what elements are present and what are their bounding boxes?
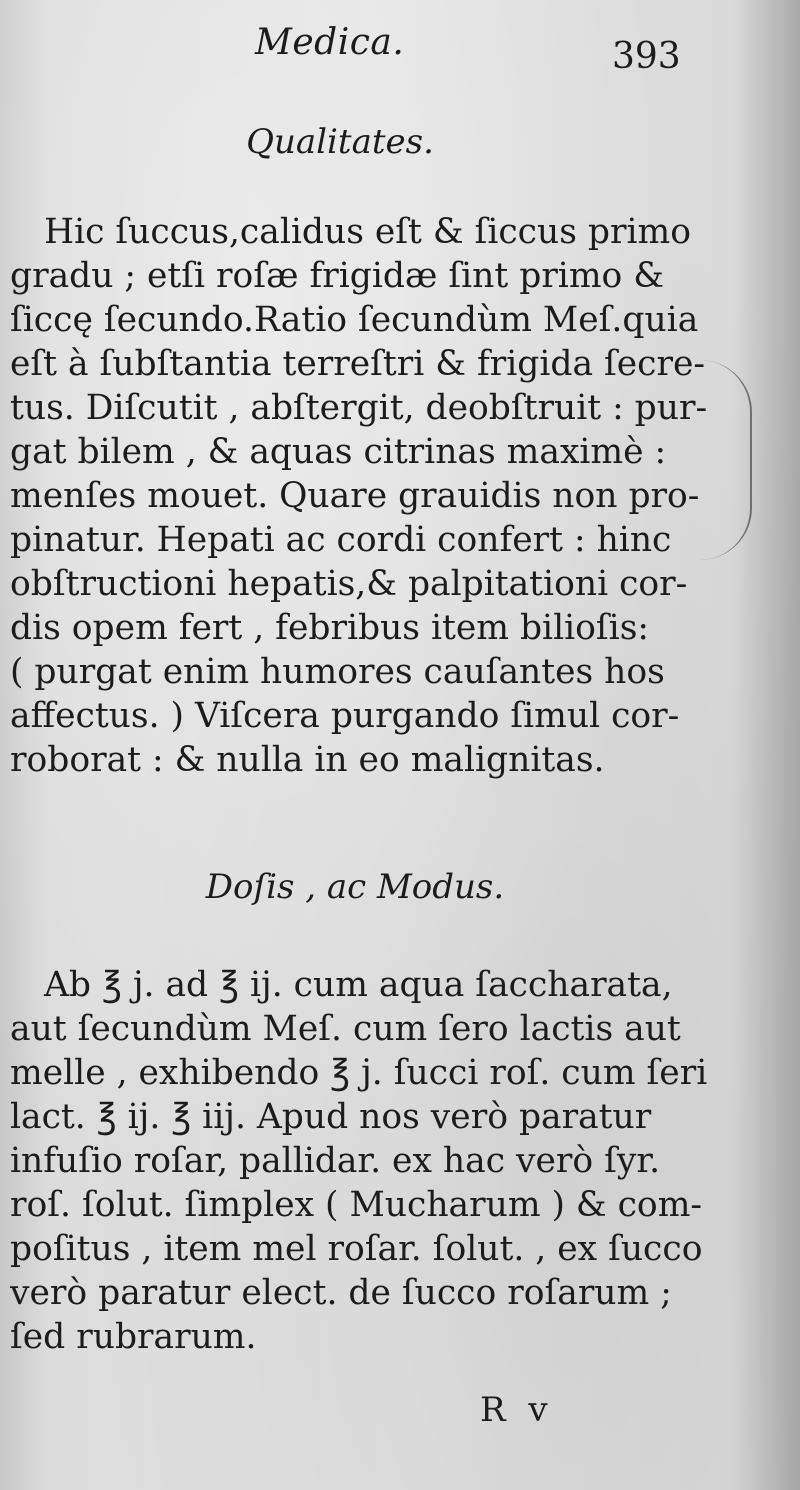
text-line: infuſio roſar, pallidar. ex hac verò ſyr. — [10, 1141, 661, 1181]
text-line: affectus. ) Viſcera purgando ſimul cor- — [10, 696, 680, 736]
text-line: roborat : & nulla in eo malignitas. — [10, 740, 605, 780]
text-line: ſiccę ſecundo.Ratio ſecundùm Meſ.quia — [10, 300, 699, 340]
text-line: eſt à ſubſtantia terreſtri & frigida ſecre- — [10, 344, 706, 384]
running-title: Medica. — [255, 22, 405, 63]
text-line: lact. ℥ ij. ℥ iij. Apud nos verò paratur — [10, 1097, 652, 1137]
page-edge-shadow — [730, 0, 800, 1490]
page-number: 393 — [612, 36, 681, 77]
text-line: dis opem fert , febribus item bilioſis: — [10, 608, 650, 648]
text-line: ( purgat enim humores cauſantes hos — [10, 652, 665, 692]
text-line: melle , exhibendo ℥ j. ſucci roſ. cum ſeri — [10, 1053, 708, 1093]
text-line: pinatur. Hepati ac cordi confert : hinc — [10, 520, 672, 560]
text-line: poſitus , item mel roſar. ſolut. , ex ſucco — [10, 1229, 703, 1269]
section-body-dosis — [10, 963, 708, 1359]
section-heading-qualitates: Qualitates. — [246, 122, 434, 162]
text-line: obſtructioni hepatis,& palpitationi cor- — [10, 564, 688, 604]
text-line: ſed rubrarum. — [10, 1317, 257, 1357]
text-line: aut ſecundùm Meſ. cum ſero lactis aut — [10, 1009, 681, 1049]
section-body-qualitates — [10, 210, 708, 782]
text-line: menſes mouet. Quare grauidis non pro- — [10, 476, 700, 516]
text-line: Hic ſuccus,calidus eſt & ſiccus primo — [44, 212, 691, 252]
text-line: tus. Diſcutit , abſtergit, deobſtruit : pur- — [10, 388, 708, 428]
text-line: gradu ; etſi roſæ frigidæ ſint primo & — [10, 256, 665, 296]
section-heading-dosis: Doſis , ac Modus. — [205, 867, 505, 907]
signature-mark: R v — [480, 1390, 554, 1430]
text-line: Ab ℥ j. ad ℥ ij. cum aqua ſaccharata, — [44, 965, 673, 1005]
text-line: roſ. ſolut. ſimplex ( Mucharum ) & com- — [10, 1185, 703, 1225]
page-fold-mark — [700, 360, 752, 560]
text-line: verò paratur elect. de ſucco roſarum ; — [10, 1273, 672, 1313]
text-line: gat bilem , & aquas citrinas maximè : — [10, 432, 667, 472]
